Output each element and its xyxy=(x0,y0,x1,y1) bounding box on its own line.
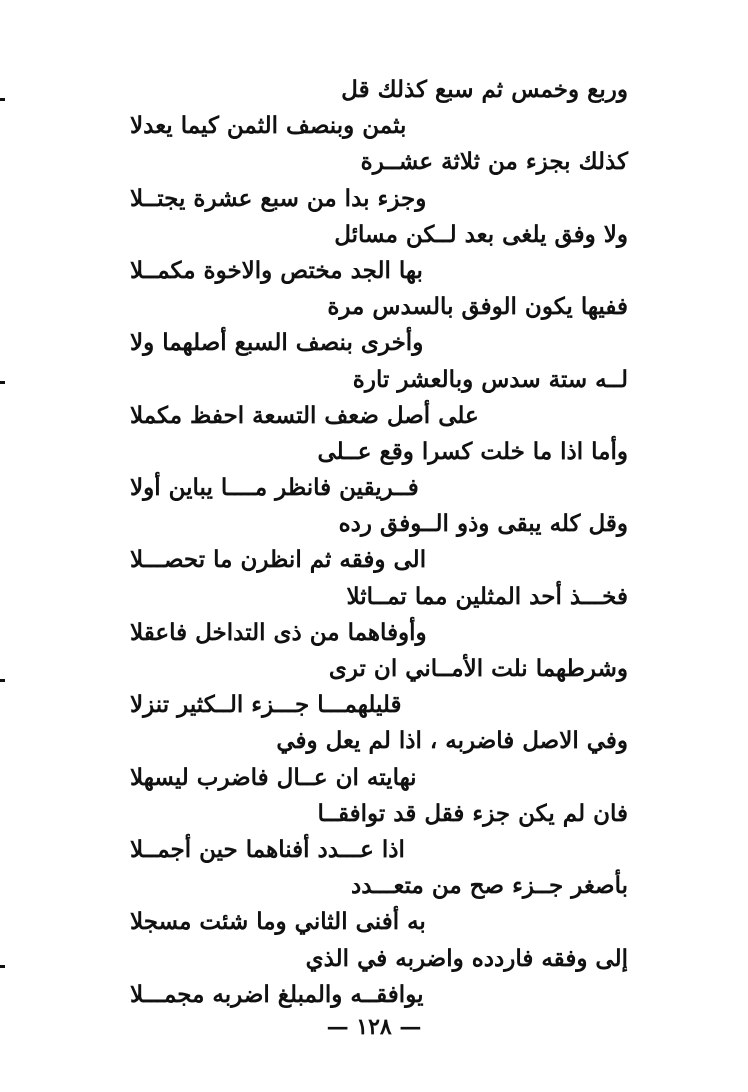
verse-line: وشرطهما نلت الأمــاني ان ترى xyxy=(328,655,628,682)
verse-line: على أصل ضعف التسعة احفظ مكملا xyxy=(130,401,479,429)
verse-line: وفي الاصل فاضربه ، اذا لم يعل وفي xyxy=(276,727,628,755)
page-number: — ١٢٨ — xyxy=(326,1014,422,1040)
verse-line: ولا وفق يلغى بعد لــكن مسائل xyxy=(334,220,628,248)
verse-line: وربع وخمس ثم سبع كذلك قل xyxy=(341,76,628,103)
poem-text xyxy=(130,72,630,1013)
verse-line: بأصغر جــزء صح من متعـــدد xyxy=(350,872,628,900)
verse-line: قليلهمـــا جـــزء الــكثير تنزلا xyxy=(130,691,402,719)
verse-line: الى وفقه ثم انظرن ما تحصـــلا xyxy=(130,546,427,574)
verse-line: وأخرى بنصف السبع أصلهما ولا xyxy=(130,329,424,357)
verse-line: كذلك بجزء من ثلاثة عشــرة xyxy=(360,148,628,176)
verse-line: ففيها يكون الوفق بالسدس مرة xyxy=(327,293,628,321)
verse-line: فــريقين فانظر مــــا يباين أولا xyxy=(130,474,419,502)
verse-line: به أفنى الثاني وما شئت مسجلا xyxy=(130,908,426,936)
verse-line: إلى وفقه فاردده واضربه في الذي xyxy=(305,944,628,972)
verse-line: فخـــذ أحد المثلين مما تمــاثلا xyxy=(346,582,628,610)
verse-line: وأما اذا ما خلت كسرا وقع عــلى xyxy=(317,437,628,465)
margin-mark xyxy=(0,98,5,101)
verse-line: بها الجد مختص والاخوة مكمــلا xyxy=(130,256,423,284)
verse-line: بثمن وبنصف الثمن كيما يعدلا xyxy=(130,112,407,140)
margin-mark xyxy=(0,965,5,968)
verse-line: لــه ستة سدس وبالعشر تارة xyxy=(352,365,628,393)
verse-line: وقل كله يبقى وذو الــوفق رده xyxy=(338,510,628,538)
verse-line: وأوفاهما من ذى التداخل فاعقلا xyxy=(130,618,427,646)
margin-mark xyxy=(0,679,5,682)
verse-line: وجزء بدا من سبع عشرة يجتــلا xyxy=(130,184,427,212)
verse-line: اذا عـــدد أفناهما حين أجمــلا xyxy=(130,835,405,863)
verse-line: نهايته ان عــال فاضرب ليسهلا xyxy=(130,763,417,791)
verse-line: يوافقــه والمبلغ اضربه مجمـــلا xyxy=(130,980,424,1008)
margin-mark xyxy=(0,381,5,384)
verse-line: فان لم يكن جزء فقل قد توافقــا xyxy=(317,799,628,827)
